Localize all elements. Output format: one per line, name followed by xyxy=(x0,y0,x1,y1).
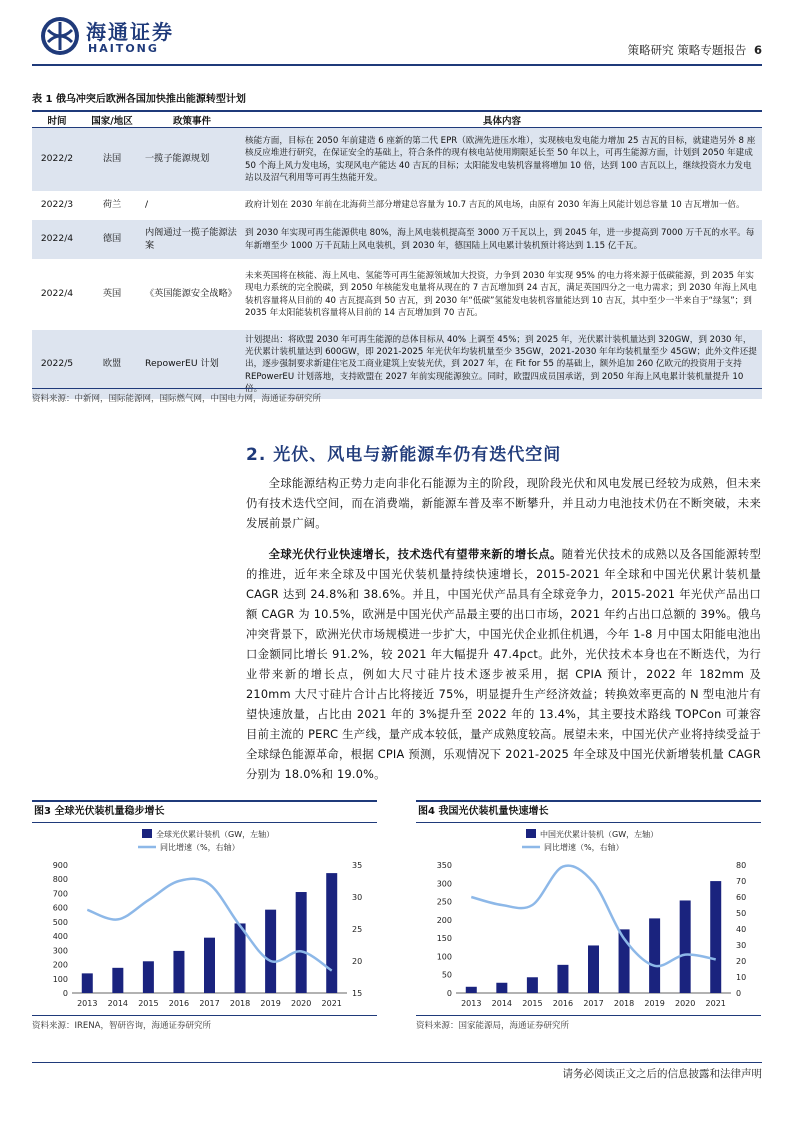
y-left-tick-label: 600 xyxy=(52,903,68,913)
legend-label-bar: 全球光伏累计装机（GW，左轴） xyxy=(156,830,275,839)
haitong-logo-icon xyxy=(40,16,80,56)
chart-bar xyxy=(527,977,538,993)
x-tick-label: 2015 xyxy=(522,999,543,1008)
y-right-tick-label: 30 xyxy=(352,893,363,902)
chart-source: 资料来源：国家能源局，海通证券研究所 xyxy=(416,1021,570,1031)
y-right-tick-label: 70 xyxy=(736,877,747,886)
x-tick-label: 2017 xyxy=(199,999,220,1008)
table-bottom-rule xyxy=(32,388,762,389)
y-right-tick-label: 80 xyxy=(736,861,747,870)
paragraph-1-text: 全球能源结构正势力走向非化石能源为主的阶段，现阶段光伏和风电发展已经较为成熟，但未来仍有技术迭代空间，而在消费端，新能源车普及率不断攀升，并且动力电池技术仍在不断突破，未来发展前景广阔。 xyxy=(246,477,761,530)
y-right-tick-label: 10 xyxy=(736,973,747,982)
table-cell-country: 法国 xyxy=(82,128,142,192)
y-left-tick-label: 300 xyxy=(436,879,452,889)
chart-legend xyxy=(522,829,658,853)
x-tick-label: 2019 xyxy=(644,999,665,1008)
legend-swatch-bar xyxy=(526,829,536,838)
x-tick-label: 2021 xyxy=(321,999,342,1008)
logo xyxy=(40,14,190,58)
chart-bar xyxy=(466,987,477,993)
legend-label-bar: 中国光伏累计装机（GW，左轴） xyxy=(540,830,659,839)
table-cell-content: 核能方面，目标在 2050 年前建造 6 座新的第二代 EPR（欧洲先进压水堆），实现核电发电能力增加 25 吉瓦的目标，就建造另外 8 座核反应堆进行研究，在保证安全的基础上，符合条件的现有核电站使用期限延长至 50 年以上，可再生能源方面，计划到 2050 年建成 50 个海上风力发电场，实现风电产能达 40 吉瓦的目标；太阳能发电装机容量将增加 10 倍，达到 100 吉瓦以上，继续投资水力发电站以及沼气利用等可再生热能开发。 xyxy=(242,128,762,192)
x-tick-label: 2014 xyxy=(491,999,513,1008)
y-left-tick-label: 250 xyxy=(436,897,452,907)
table-row xyxy=(32,260,762,330)
y-right-tick-label: 35 xyxy=(352,861,363,870)
x-tick-label: 2020 xyxy=(674,999,696,1008)
table-title: 表 1 俄乌冲突后欧洲各国加快推出能源转型计划 xyxy=(32,94,246,105)
table-header-cell: 时间 xyxy=(32,111,82,128)
y-left-tick-label: 150 xyxy=(436,934,452,944)
footer-disclaimer: 请务必阅读正文之后的信息披露和法律声明 xyxy=(562,1068,762,1080)
y-right-tick-label: 20 xyxy=(736,957,747,966)
table-cell-country: 英国 xyxy=(82,260,142,330)
x-tick-label: 2020 xyxy=(290,999,312,1008)
y-right-tick-label: 40 xyxy=(736,925,747,934)
table-cell-content: 政府计划在 2030 年前在北海荷兰部分增建总容量为 10.7 吉瓦的风电场，由原有 2030 年海上风能计划总容量 10 吉瓦增加一倍。 xyxy=(242,192,762,220)
table-header-cell: 国家/地区 xyxy=(82,111,142,128)
paragraph-2-text: 随着光伏技术的成熟以及各国能源转型的推进，近年来全球及中国光伏装机量持续快速增长，2015-2021 年全球和中国光伏累计装机量 CAGR 达到 24.8%和 38.6%。并且，中国光伏产品具有全球竞争力，2015-2021 年光伏产品出口额 CAGR 为 10.5%，欧洲是中国光伏产品最主要的出口市场，2021 年约占出口总额的 39%。俄乌冲突背景下，欧洲光伏市场规模进一步扩大，中国光伏企业抓住机遇，今年 1-8 月中国太阳能电池出口金额同比增长 91.2%，较 2021 年大幅提升 47.4pct。此外，光伏技术本身也在不断迭代，为行业带来新的增长点，例如大尺寸硅片技术逐步被采用，据 CPIA 预计，2022 年 182mm 及 210mm 大尺寸硅片合计占比将接近 75%，明显提升生产经济效益；转换效率更高的 N 型电池片有望快速放量，占比由 2021 年的 3%提升至 2022 年的 13.4%，其主要技术路线 TOPCon 可兼容目前主流的 PERC 生产线，量产成本较低，量产成熟度较高。展望未来，中国光伏产业将持续受益于全球绿色能源革命，根据 CPIA 预测，乐观情况下 2021-2025 年全球及中国光伏新增装机量 CAGR 分别为 18.0%和 19.0%。 xyxy=(246,548,761,781)
x-tick-label: 2021 xyxy=(705,999,726,1008)
section-heading: 2. 光伏、风电与新能源车仍有迭代空间 xyxy=(246,445,562,465)
chart-4-svg xyxy=(416,823,761,1015)
legend-label-line: 同比增速（%，右轴） xyxy=(160,843,240,852)
y-left-tick-label: 350 xyxy=(436,861,452,870)
table-cell-event: 一揽子能源规划 xyxy=(142,128,242,192)
y-left-tick-label: 200 xyxy=(52,960,68,970)
chart-3-svg xyxy=(32,823,377,1015)
chart-bar xyxy=(496,983,507,993)
y-left-tick-label: 300 xyxy=(52,946,68,956)
table-cell-country: 荷兰 xyxy=(82,192,142,220)
chart-bar xyxy=(82,973,93,993)
table-source: 资料来源：中新网，国际能源网，国际燃气网，中国电力网，海通证券研究所 xyxy=(32,394,322,404)
chart-bar xyxy=(265,910,276,993)
y-left-tick-label: 200 xyxy=(436,915,452,925)
chart-bar xyxy=(588,945,599,993)
table-header-cell: 具体内容 xyxy=(242,111,762,128)
table-row xyxy=(32,220,762,260)
chart-legend xyxy=(138,829,274,853)
legend-label-line: 同比增速（%，右轴） xyxy=(544,843,624,852)
table-cell-date: 2022/3 xyxy=(32,192,82,220)
table-row xyxy=(32,192,762,220)
x-tick-label: 2015 xyxy=(138,999,159,1008)
table-cell-content: 计划提出：将欧盟 2030 年可再生能源的总体目标从 40% 上调至 45%；到 2025 年，光伏累计装机量达到 320GW，到 2030 年，光伏累计装机量达到 600GW，即 2021-2025 年光伏年均装机量至少 35GW，2021-2030 年年均装机量至少 45GW；此外文件还提出，逐步强制要求新建住宅及工商业建筑上安装光伏，到 2027 年，在 Fit for 55 的基础上，额外追加 260 亿欧元的投资用于支持 REPowerEU 计划落地，支持欧盟在 2027 年前实现能源独立。同时，欧盟四成员国承诺，到 2050 年海上风电累计装机量提升 10 倍。 xyxy=(242,330,762,400)
y-left-tick-label: 100 xyxy=(52,974,68,984)
y-right-tick-label: 25 xyxy=(352,925,363,934)
paragraph-2-bold: 全球光伏行业快速增长，技术迭代有望带来新的增长点。 xyxy=(268,548,562,561)
policy-table xyxy=(32,110,762,400)
table-header-row xyxy=(32,111,762,128)
y-left-tick-label: 0 xyxy=(446,989,452,998)
x-tick-label: 2018 xyxy=(613,999,635,1008)
table-cell-date: 2022/4 xyxy=(32,260,82,330)
footer-divider xyxy=(32,1062,762,1063)
chart-bar xyxy=(112,968,123,993)
logo-cn-text: 海通证券 xyxy=(86,20,174,44)
chart-bar xyxy=(235,923,246,993)
header-right xyxy=(628,42,762,58)
section-paragraph-1 xyxy=(246,474,761,534)
x-tick-label: 2014 xyxy=(107,999,129,1008)
y-left-tick-label: 900 xyxy=(52,861,68,870)
table-cell-event: / xyxy=(142,192,242,220)
logo-en-text: HAITONG xyxy=(88,42,159,55)
y-left-tick-label: 0 xyxy=(62,989,68,998)
table-header-cell: 政策事件 xyxy=(142,111,242,128)
y-left-tick-label: 500 xyxy=(52,917,68,927)
y-left-tick-label: 400 xyxy=(52,932,68,942)
chart-source: 资料来源：IRENA，智研咨询，海通证券研究所 xyxy=(32,1021,211,1031)
chart-bar xyxy=(557,965,568,993)
chart-bar xyxy=(204,938,215,993)
chart-title: 图3 全球光伏装机量稳步增长 xyxy=(32,800,377,823)
x-tick-label: 2013 xyxy=(77,999,98,1008)
chart-bar xyxy=(173,951,184,993)
page-number: 6 xyxy=(753,43,762,57)
chart-bar xyxy=(710,881,721,993)
chart-bar xyxy=(326,873,337,993)
section-paragraph-2 xyxy=(246,545,761,785)
y-right-tick-label: 30 xyxy=(736,941,747,950)
x-tick-label: 2018 xyxy=(229,999,251,1008)
x-tick-label: 2017 xyxy=(583,999,604,1008)
chart-title: 图4 我国光伏装机量快速增长 xyxy=(416,800,761,823)
x-tick-label: 2019 xyxy=(260,999,281,1008)
x-tick-label: 2013 xyxy=(461,999,482,1008)
chart-bar xyxy=(649,918,660,993)
table-cell-event: RepowerEU 计划 xyxy=(142,330,242,400)
x-tick-label: 2016 xyxy=(168,999,190,1008)
table-cell-event: 内阁通过一揽子能源法案 xyxy=(142,220,242,260)
chart-figure-4 xyxy=(416,800,761,1040)
chart-bar xyxy=(296,892,307,993)
table-cell-content: 到 2030 年实现可再生能源供电 80%，海上风电装机提高至 3000 万千瓦以上，到 2045 年，进一步提高到 7000 万千瓦的水平。每年新增至少 1000 万千瓦陆上风电装机，到 2030 年，德国陆上风电累计装机预计将达到 1.15 亿千瓦。 xyxy=(242,220,762,260)
table-cell-content: 未来英国将在核能、海上风电、氢能等可再生能源领域加大投资，力争到 2030 年实现 95% 的电力将来源于低碳能源，到 2035 年实现电力系统的完全脱碳，到 2050 年核能发电量将从现在的 7 吉瓦增加到 24 吉瓦，满足英国四分之一电力需求；到 2030 年海上风电装机容量将从目前的 40 吉瓦提高到 50 吉瓦，到 2030 年“低碳”氢能发电装机容量能达到 10 吉瓦，其中至少一半来自于“绿氢”；到 2035 年太阳能装机容量将从目前的 14 吉瓦增加到 70 吉瓦。 xyxy=(242,260,762,330)
y-right-tick-label: 60 xyxy=(736,893,747,902)
table-cell-event: 《英国能源安全战略》 xyxy=(142,260,242,330)
chart-bar xyxy=(680,900,691,993)
x-tick-label: 2016 xyxy=(552,999,574,1008)
table-cell-date: 2022/5 xyxy=(32,330,82,400)
table-cell-date: 2022/4 xyxy=(32,220,82,260)
y-right-tick-label: 50 xyxy=(736,909,747,918)
y-left-tick-label: 100 xyxy=(436,952,452,962)
y-right-tick-label: 20 xyxy=(352,957,363,966)
y-right-tick-label: 15 xyxy=(352,989,363,998)
table-row xyxy=(32,128,762,192)
table-row xyxy=(32,330,762,400)
chart-bar xyxy=(143,961,154,993)
legend-swatch-bar xyxy=(142,829,152,838)
header-divider xyxy=(32,64,762,66)
table-cell-date: 2022/2 xyxy=(32,128,82,192)
table-cell-country: 欧盟 xyxy=(82,330,142,400)
y-left-tick-label: 50 xyxy=(441,970,452,980)
table-cell-country: 德国 xyxy=(82,220,142,260)
header-report-type: 策略研究 策略专题报告 xyxy=(627,43,747,57)
y-right-tick-label: 0 xyxy=(736,989,742,998)
y-left-tick-label: 800 xyxy=(52,875,68,885)
chart-figure-3 xyxy=(32,800,377,1040)
y-left-tick-label: 700 xyxy=(52,889,68,899)
